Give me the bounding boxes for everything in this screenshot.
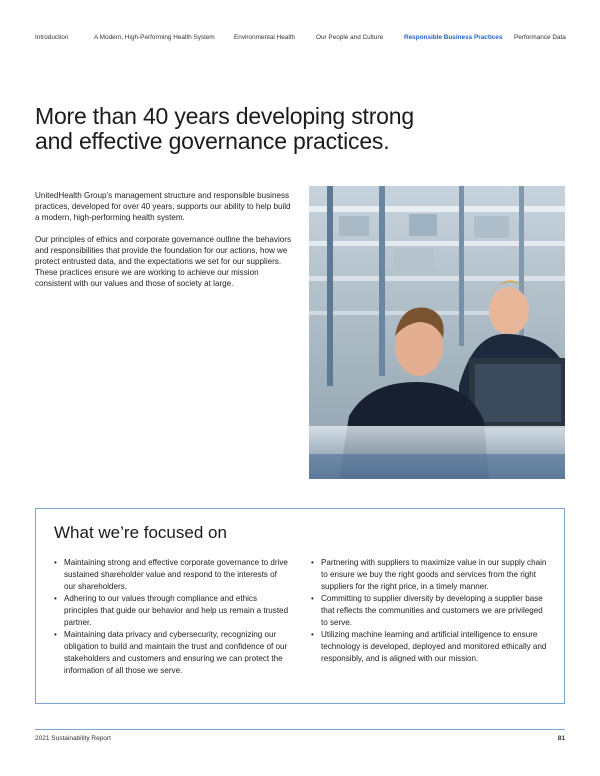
focus-list-left bbox=[54, 557, 290, 677]
focus-list-item: • Partnering with suppliers to maximize value in our supply chain to ensure we buy the right goods and services from the right suppliers for the right price, in a timely manner. bbox=[311, 557, 551, 593]
focus-list-item: • Maintaining strong and effective corporate governance to drive sustained shareholder value and respond to the interests of our shareholders. bbox=[54, 557, 290, 593]
focus-title: What we’re focused on bbox=[54, 523, 227, 542]
nav-responsible-business-practices[interactable]: Responsible Business Practices bbox=[404, 34, 503, 41]
page-number: 81 bbox=[557, 735, 565, 742]
footer-report-name: 2021 Sustainability Report bbox=[35, 735, 111, 742]
nav-introduction[interactable]: Introduction bbox=[35, 34, 69, 41]
focus-list-item: • Adhering to our values through compliance and ethics principles that guide our behavior and help us remain a trusted partner. bbox=[54, 593, 290, 629]
focus-list-item: • Committing to supplier diversity by developing a supplier base that reflects the communities and customers we are privileged to serve. bbox=[311, 593, 551, 629]
nav-performance-data[interactable]: Performance Data bbox=[514, 34, 566, 41]
focus-areas-box bbox=[35, 508, 565, 704]
top-navigation bbox=[0, 0, 600, 48]
focus-list-right bbox=[311, 557, 551, 665]
page-headline bbox=[35, 104, 455, 154]
headline-line-1: More than 40 years developing strong bbox=[35, 103, 414, 129]
focus-list-item: • Maintaining data privacy and cybersecurity, recognizing our obligation to build and maintain the trust and confidence of our stakeholders and customers and ensuring we can protect the information of all those we serve. bbox=[54, 629, 290, 677]
intro-text bbox=[35, 190, 297, 300]
nav-modern-health-system[interactable]: A Modern, High-Performing Health System bbox=[94, 34, 215, 41]
focus-list-item: • Utilizing machine learning and artificial intelligence to ensure technology is developed, deployed and monitored ethically and responsibly, and is aligned with our mission. bbox=[311, 629, 551, 665]
footer-divider bbox=[35, 729, 565, 730]
nav-people-and-culture[interactable]: Our People and Culture bbox=[316, 34, 384, 41]
warehouse-workers-photo bbox=[309, 186, 565, 479]
nav-environmental-health[interactable]: Environmental Health bbox=[234, 34, 296, 41]
intro-paragraph: UnitedHealth Group’s management structure and responsible business practices, developed for over 40 years, supports our ability to help build a modern, high-performing health system. bbox=[35, 191, 291, 222]
headline-line-2: and effective governance practices. bbox=[35, 128, 390, 154]
intro-paragraph: Our principles of ethics and corporate governance outline the behaviors and responsibilities that provide the foundation for our actions, how we protect entrusted data, and the expectations we set for our suppliers. These practices ensure we are working to achieve our mission consistent with our values and those of society at large. bbox=[35, 235, 292, 288]
